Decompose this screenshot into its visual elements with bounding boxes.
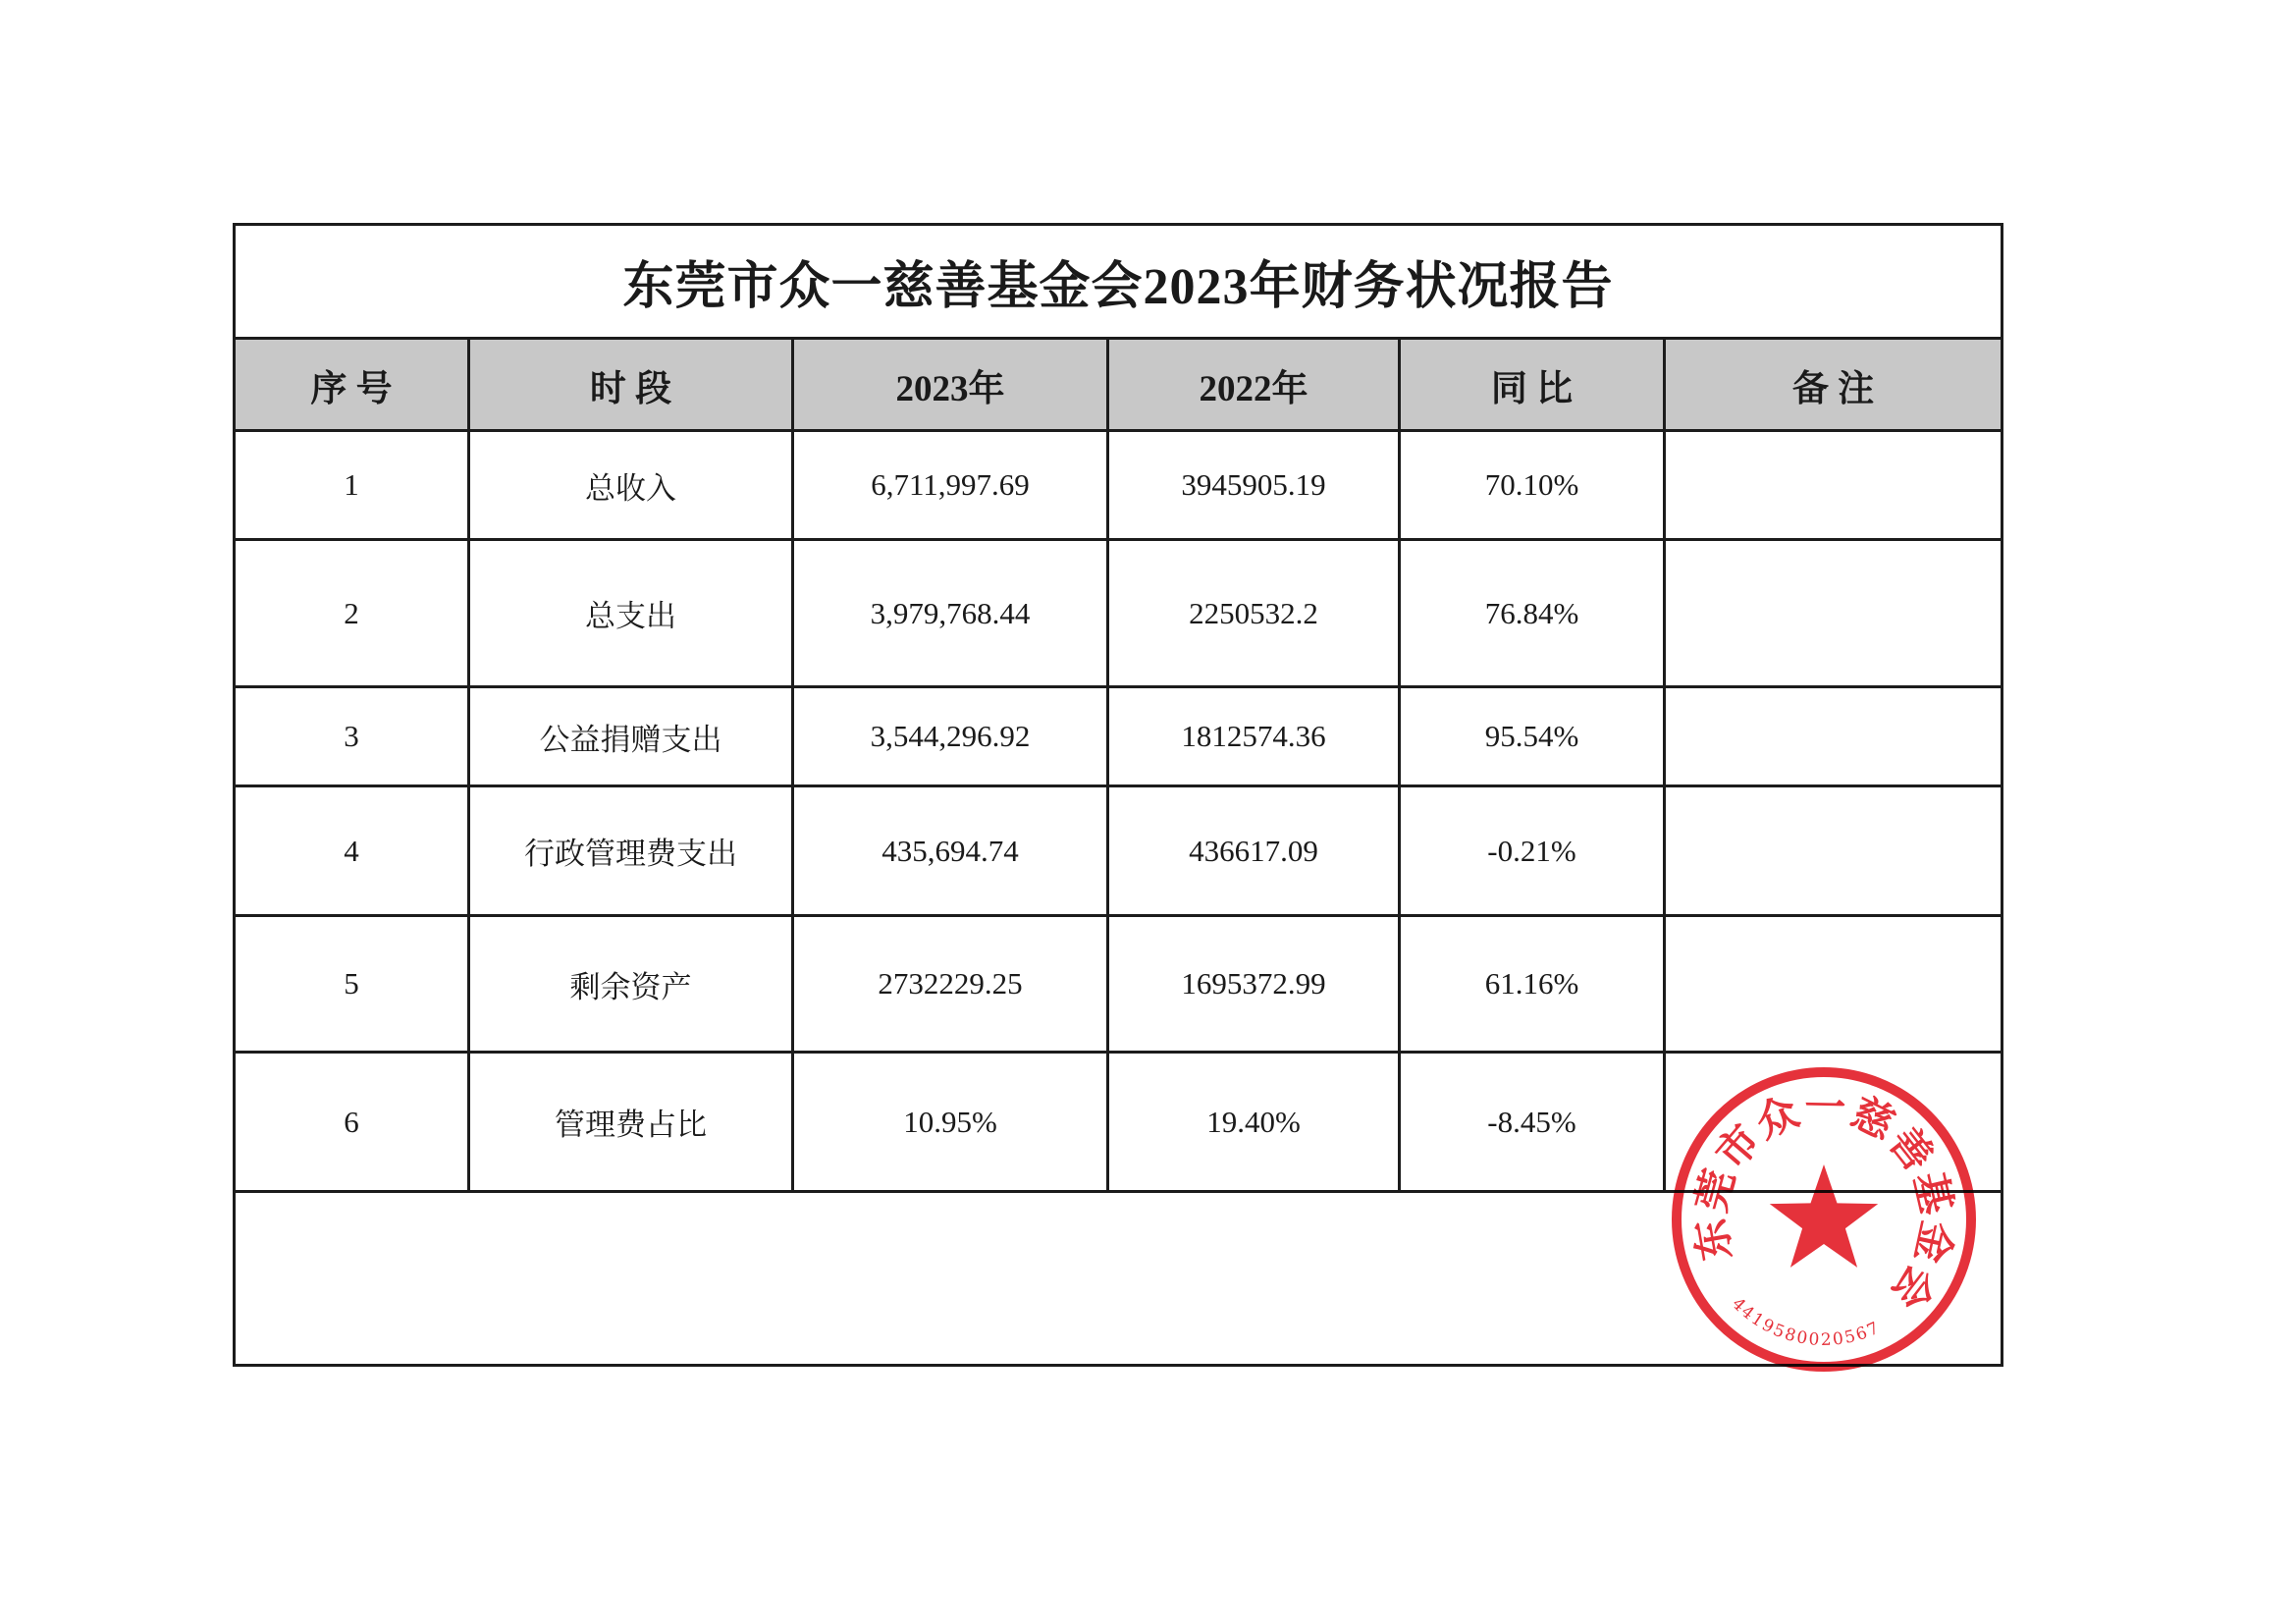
cell-2023: 2732229.25 [793, 916, 1108, 1053]
seal-code-text: 4419580020567 [1728, 1294, 1884, 1351]
cell-yoy: -8.45% [1400, 1053, 1665, 1192]
cell-item: 总支出 [469, 540, 793, 687]
cell-yoy: 95.54% [1400, 687, 1665, 786]
cell-2023: 435,694.74 [793, 786, 1108, 916]
cell-no: 2 [235, 540, 469, 687]
cell-item: 管理费占比 [469, 1053, 793, 1192]
cell-2023: 3,979,768.44 [793, 540, 1108, 687]
cell-remark [1665, 786, 2002, 916]
cell-no: 3 [235, 687, 469, 786]
report-title: 东莞市众一慈善基金会2023年财务状况报告 [235, 225, 2002, 339]
cell-2023: 3,544,296.92 [793, 687, 1108, 786]
cell-yoy: 76.84% [1400, 540, 1665, 687]
cell-item: 公益捐赠支出 [469, 687, 793, 786]
cell-yoy: 61.16% [1400, 916, 1665, 1053]
title-row [235, 225, 2002, 339]
cell-no: 5 [235, 916, 469, 1053]
table-row [235, 786, 2002, 916]
cell-remark [1665, 687, 2002, 786]
header-period: 时 段 [469, 339, 793, 431]
header-remark: 备 注 [1665, 339, 2002, 431]
cell-2022: 19.40% [1108, 1053, 1400, 1192]
cell-no: 1 [235, 431, 469, 540]
table-row [235, 431, 2002, 540]
seal-star-icon [1770, 1164, 1878, 1268]
cell-yoy: -0.21% [1400, 786, 1665, 916]
table-row [235, 916, 2002, 1053]
cell-no: 4 [235, 786, 469, 916]
cell-remark [1665, 540, 2002, 687]
header-yoy: 同 比 [1400, 339, 1665, 431]
header-2023: 2023年 [793, 339, 1108, 431]
header-no: 序 号 [235, 339, 469, 431]
cell-2023: 10.95% [793, 1053, 1108, 1192]
header-row [235, 339, 2002, 431]
cell-2023: 6,711,997.69 [793, 431, 1108, 540]
cell-2022: 436617.09 [1108, 786, 1400, 916]
cell-remark [1665, 916, 2002, 1053]
table-row [235, 687, 2002, 786]
cell-2022: 3945905.19 [1108, 431, 1400, 540]
cell-2022: 1695372.99 [1108, 916, 1400, 1053]
cell-2022: 2250532.2 [1108, 540, 1400, 687]
cell-no: 6 [235, 1053, 469, 1192]
cell-remark [1665, 431, 2002, 540]
header-2022: 2022年 [1108, 339, 1400, 431]
table-row [235, 540, 2002, 687]
official-seal [1667, 1062, 1981, 1377]
cell-item: 剩余资产 [469, 916, 793, 1053]
cell-yoy: 70.10% [1400, 431, 1665, 540]
cell-item: 行政管理费支出 [469, 786, 793, 916]
cell-2022: 1812574.36 [1108, 687, 1400, 786]
cell-item: 总收入 [469, 431, 793, 540]
seal-name-text: 东莞市众一慈善基金会 [1685, 1082, 1962, 1321]
